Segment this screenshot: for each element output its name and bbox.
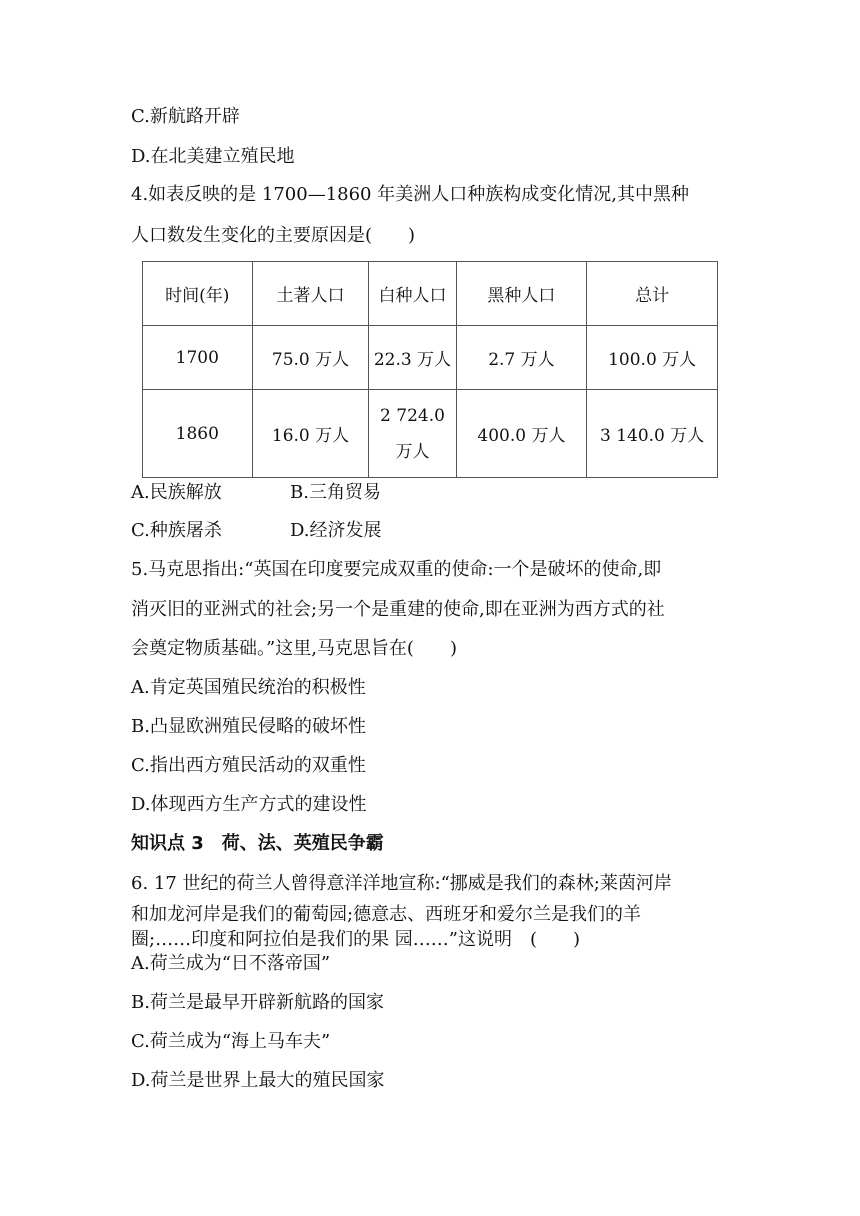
q4-stem-line2: 人口数发生变化的主要原因是( ) xyxy=(131,225,416,246)
q6-option-d: D.荷兰是世界上最大的殖民国家 xyxy=(131,1070,385,1091)
q5-option-b: B.凸显欧洲殖民侵略的破坏性 xyxy=(131,716,366,737)
q4-option-b: B.三角贸易 xyxy=(290,482,381,503)
q6-stem-line2: 和加龙河岸是我们的葡萄园;德意志、西班牙和爱尔兰是我们的羊 xyxy=(131,904,642,925)
table-header-cell: 时间(年) xyxy=(143,262,253,326)
q4-stem-line1: 4.如表反映的是 1700—1860 年美洲人口种族构成变化情况,其中黑种 xyxy=(131,184,689,205)
q4-option-a: A.民族解放 xyxy=(131,482,222,503)
table-cell: 2 724.0 万人 xyxy=(369,390,456,478)
table-cell: 3 140.0 万人 xyxy=(587,390,718,478)
table-header-row xyxy=(143,262,718,326)
q6-stem-line3: 圈;……印度和阿拉伯是我们的果 园……”这说明 ( ) xyxy=(131,929,581,950)
table-cell: 22.3 万人 xyxy=(369,326,456,390)
q3-option-c: C.新航路开辟 xyxy=(131,106,240,127)
q5-stem-line1: 5.马克思指出:“英国在印度要完成双重的使命:一个是破坏的使命,即 xyxy=(131,559,662,580)
table-cell: 1860 xyxy=(143,390,253,478)
q6-option-a: A.荷兰成为“日不落帝国” xyxy=(131,953,331,974)
table-cell: 16.0 万人 xyxy=(252,390,369,478)
table-cell: 100.0 万人 xyxy=(587,326,718,390)
table-cell: 75.0 万人 xyxy=(252,326,369,390)
q5-stem-line2: 消灭旧的亚洲式的社会;另一个是重建的使命,即在亚洲为西方式的社 xyxy=(131,599,665,620)
table-row xyxy=(143,390,718,478)
table-header-cell: 总计 xyxy=(587,262,718,326)
table-header-cell: 土著人口 xyxy=(252,262,369,326)
q5-option-a: A.肯定英国殖民统治的积极性 xyxy=(131,677,366,698)
q5-stem-line3: 会奠定物质基础。”这里,马克思旨在( ) xyxy=(131,638,457,659)
q3-option-d: D.在北美建立殖民地 xyxy=(131,146,295,167)
table-header-cell: 白种人口 xyxy=(369,262,456,326)
q4-option-d: D.经济发展 xyxy=(290,520,382,541)
q6-option-c: C.荷兰成为“海上马车夫” xyxy=(131,1031,331,1052)
q6-stem-line1: 6. 17 世纪的荷兰人曾得意洋洋地宣称:“挪威是我们的森林;莱茵河岸 xyxy=(131,873,672,894)
q5-option-c: C.指出西方殖民活动的双重性 xyxy=(131,755,366,776)
q5-option-d: D.体现西方生产方式的建设性 xyxy=(131,794,367,815)
table-cell: 1700 xyxy=(143,326,253,390)
table-cell: 2.7 万人 xyxy=(456,326,587,390)
q4-option-c: C.种族屠杀 xyxy=(131,520,222,541)
table-row xyxy=(143,326,718,390)
population-table xyxy=(142,261,718,478)
q6-option-b: B.荷兰是最早开辟新航路的国家 xyxy=(131,992,384,1013)
table-header-cell: 黑种人口 xyxy=(456,262,587,326)
table-cell: 400.0 万人 xyxy=(456,390,587,478)
section-heading: 知识点 3 荷、法、英殖民争霸 xyxy=(131,833,384,854)
